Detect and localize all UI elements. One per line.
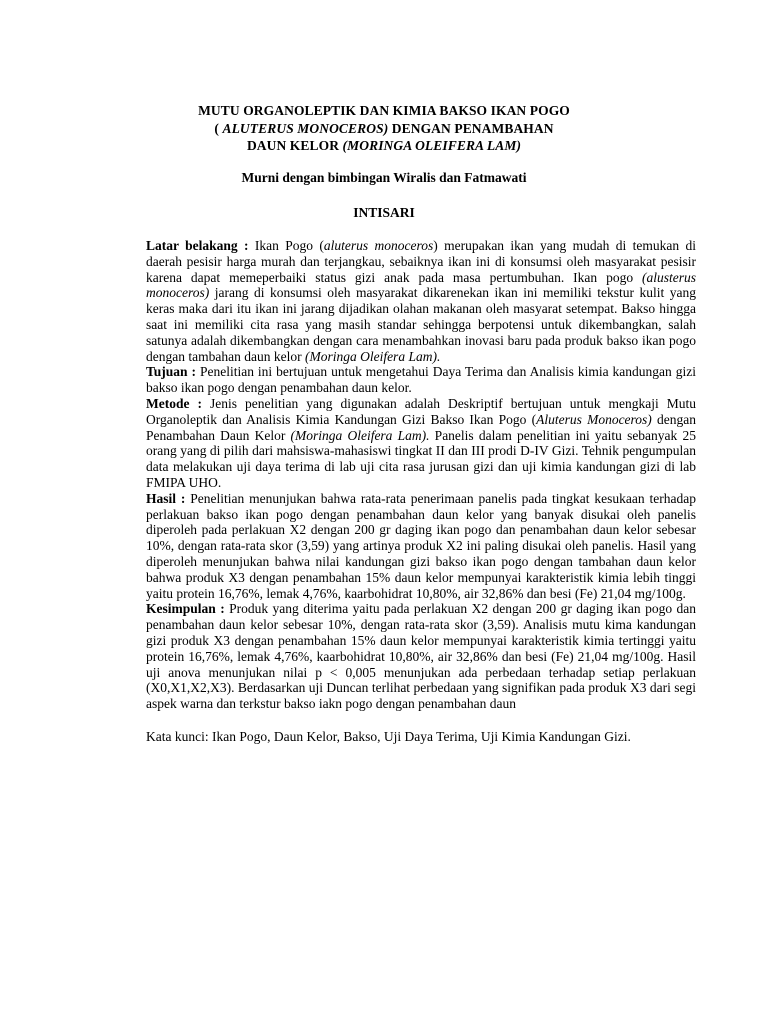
tujuan-text: Penelitian ini bertujuan untuk mengetahui Daya Terima dan Analisis kimia kandungan gizi bakso ikan pogo dengan penambahan daun kelor. <box>146 364 696 396</box>
authors-line: Murni dengan bimbingan Wiralis dan Fatmawati <box>241 170 527 185</box>
title-species-italic: ALUTERUS MONOCEROS) <box>222 120 389 136</box>
title-plant-italic: (MORINGA OLEIFERA LAM) <box>342 138 522 153</box>
latar-italic-1: aluterus monoceros <box>323 238 434 253</box>
latar-text-2: ) merupakan ikan yang mudah di temukan di daerah pesisir harga murah dan terjangkau, sebaiknya ikan ini di konsumsi oleh masyarakat pesisir karena dapat memeperbaiki status gizi anak pada masa pertumbuhan. Ikan pogo <box>146 238 696 285</box>
paragraph-latar-belakang <box>146 238 696 364</box>
kesimpulan-text: Produk yang diterima yaitu pada perlakuan X2 dengan 200 gr daging ikan pogo dan penambahan daun kelor sebesar 10%, dengan rata-rata skor (3,59). Analisis mutu kima kandungan gizi produk X3 dengan penambahan 15% daun kelor mempunyai karakteristik kimia tertinggi yaitu protein 16,76%, lemak 4,76%, kaarbohidrat 10,80%, air 32,86% dan besi (Fe) 21,04 mg/100g. Hasil uji anova menunjukan nilai p < 0,005 menunjukan ada perbedaan terhadap setiap perlakuan (X0,X1,X2,X3). Berdasarkan uji Duncan terlihat perbedaan yang signifikan pada produk X3 dari segi aspek warna dan terkstur bakso iakn pogo dengan penambahan daun <box>146 601 696 712</box>
metode-text-1: Jenis penelitian yang digunakan adalah Deskriptif bertujuan untuk mengkaji Mutu Organoleptik dan Analisis Kimia Kandungan Gizi Bakso Ikan Pogo ( <box>146 395 696 427</box>
abstract-body <box>146 238 696 745</box>
latar-italic-3: (Moringa Oleifera Lam). <box>304 348 441 364</box>
paragraph-tujuan <box>146 364 696 396</box>
latar-italic-2: (alusterus monoceros) <box>146 269 696 301</box>
latar-label: Latar belakang : <box>146 238 249 253</box>
kesimpulan-label: Kesimpulan : <box>146 601 225 617</box>
title-line-2-pre: ( <box>214 120 223 136</box>
metode-text-2: dengan Penambahan Daun Kelor <box>146 411 697 443</box>
paragraph-kesimpulan <box>146 601 696 712</box>
hasil-text: Penelitian menunjukan bahwa rata-rata penerimaan panelis pada tingkat kesukaan terhadap perlakuan bakso ikan pogo dengan penambahan daun kelor yang banyak disukai oleh panelis diperoleh pada perlakuan X2 dengan 200 gr daging ikan pogo dan penambahan daun kelor sebesar 10%, dengan rata-rata skor (3,59) yang artinya produk X2 ini paling disukai oleh panelis. Hasil yang diperoleh menunjukan bahwa nilai kandungan gizi bakso ikan pogo dengan tambahan daun kelor bahwa produk X3 dengan penambahan 15% daun kelor mempunyai karakteristik kimia lebih tinggi yaitu protein 16,76%, lemak 4,76%, kaarbohidrat 10,80%, air 32,86% dan besi (Fe) 21,04 mg/100g. <box>146 490 696 601</box>
document-title <box>0 102 768 155</box>
metode-text-3: Panelis dalam penelitian ini yaitu sebanyak 25 orang yang di pilih dari mahsiswa-mahasiswi tingkat II dan III prodi D-IV Gizi. Tehnik pengumpulan data melakukan uji daya terima di lab uji cita rasa jurusan gizi dan uji kimia kandungan gizi di lab FMIPA UHO. <box>146 427 696 490</box>
section-heading: INTISARI <box>353 205 415 220</box>
title-line-2-post: DENGAN PENAMBAHAN <box>388 120 554 136</box>
paragraph-metode <box>146 396 696 491</box>
title-line-3 <box>0 137 768 155</box>
title-line-2 <box>0 120 768 138</box>
metode-label: Metode : <box>146 395 202 411</box>
tujuan-label: Tujuan : <box>146 364 196 380</box>
keywords-line: Kata kunci: Ikan Pogo, Daun Kelor, Bakso, Uji Daya Terima, Uji Kimia Kandungan Gizi. <box>146 728 631 744</box>
hasil-label: Hasil : <box>146 490 186 506</box>
paragraph-hasil <box>146 491 696 602</box>
latar-text-1: Ikan Pogo ( <box>248 238 324 253</box>
title-line-3-pre: DAUN KELOR <box>246 138 343 153</box>
latar-text-3: jarang di konsumsi oleh masyarakat dikarenekan ikan ini memiliki tekstur kulit yang keras maka dari itu ikan ini jarang dijadikan olahan makanan oleh masyarat setempat. Bakso hingga saat ini memiliki cita rasa yang masih standar sehingga berpotensi untuk dikembangkan, salah satunya adalah dikembangkan dengan cara menambahkan inovasi baru pada produk bakso ikan pogo dengan tambahan daun kelor <box>146 285 696 364</box>
title-line-1: MUTU ORGANOLEPTIK DAN KIMIA BAKSO IKAN POGO <box>198 103 570 118</box>
metode-italic-2: (Moringa Oleifera Lam). <box>290 427 430 443</box>
metode-italic-1: Aluterus Monoceros) <box>536 411 652 427</box>
